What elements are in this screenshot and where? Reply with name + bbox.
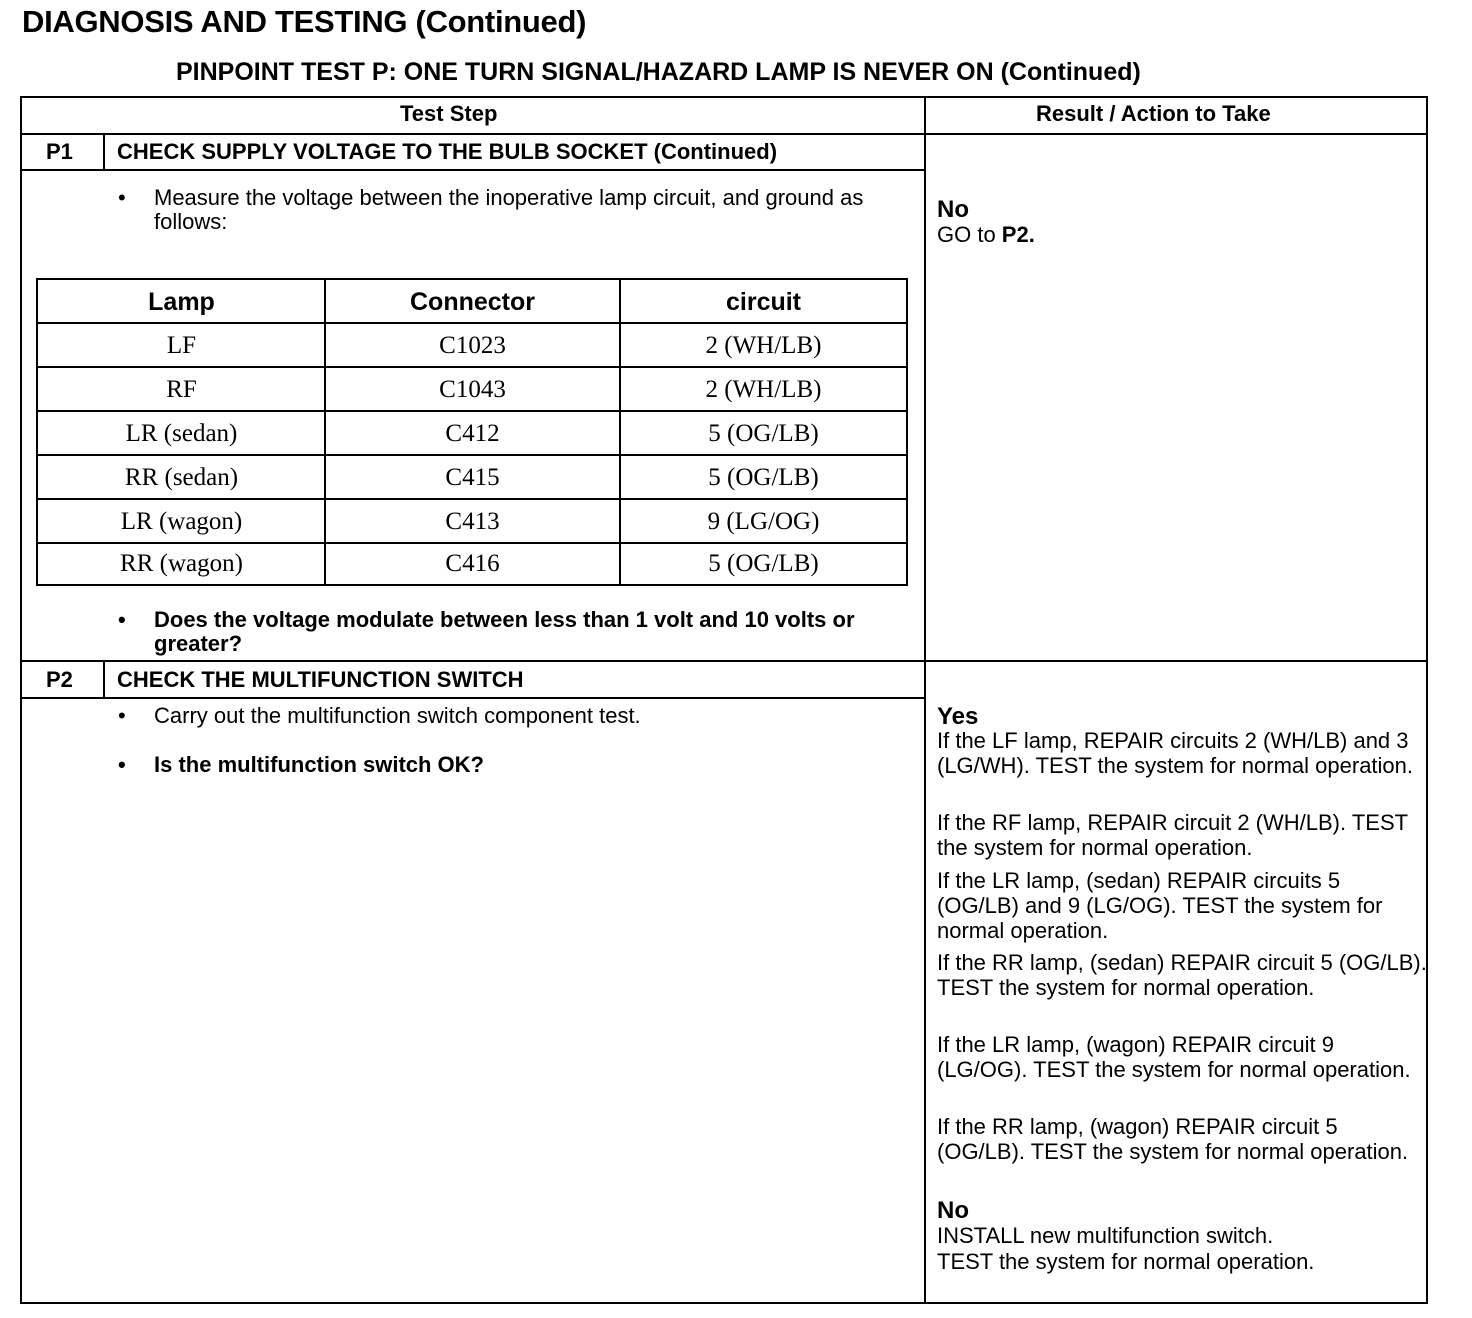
bullet-icon: • [118,185,126,210]
table-row [38,456,906,500]
p1-step-id: P1 [46,139,73,164]
circuit-cell: 2 (WH/LB) [705,332,822,359]
lamp-table-header-row [38,280,906,324]
p2-id-divider [103,660,105,699]
lamp-cell: RR (sedan) [124,464,239,491]
table-row [38,324,906,368]
connector-cell: C413 [445,508,500,535]
p1-result-no-label: No [937,196,969,223]
header-divider [20,133,1428,135]
p2-result-yes-label: Yes [937,703,979,730]
p2-result-yes-item: If the RF lamp, REPAIR circuit 2 (WH/LB). TEST the system for normal operation. [937,810,1408,860]
header-test-step: Test Step [400,101,498,126]
connector-cell: C1043 [439,376,506,403]
table-row [38,368,906,412]
p2-instruction [118,703,894,728]
lamp-cell: RR (wagon) [120,550,243,577]
p1-instruction [118,185,894,234]
p1-id-divider [103,133,105,171]
bullet-icon: • [118,752,126,777]
connector-cell: C415 [445,464,500,491]
lamp-cell: RF [166,376,197,403]
p1-result-no-text [937,222,1427,247]
p2-step-id: P2 [46,667,73,692]
connector-cell: C1023 [439,332,506,359]
p2-result-yes-item: If the LR lamp, (sedan) REPAIR circuits 5 (OG/LB) and 9 (LG/OG). TEST the system for normal operation. [937,868,1383,943]
table-row [38,542,906,586]
circuit-cell: 5 (OG/LB) [708,464,819,491]
lamp-cell: LF [166,332,197,359]
column-divider [924,96,926,1304]
p2-step-title: CHECK THE MULTIFUNCTION SWITCH [117,667,524,692]
table-border-bottom [20,1302,1428,1304]
table-row [38,412,906,456]
table-border-left [20,96,22,1304]
p2-instruction-text: Carry out the multifunction switch component test. [154,703,641,728]
p1-p2-divider [20,660,1428,662]
p2-result-no-line: TEST the system for normal operation. [937,1249,1315,1274]
table-border-top [20,96,1428,98]
p1-question [118,607,914,656]
p2-result-yes-item: If the LR lamp, (wagon) REPAIR circuit 9 (LG/OG). TEST the system for normal operation. [937,1032,1411,1082]
connector-cell: C416 [445,550,500,577]
p2-result-no-line: INSTALL new multifunction switch. [937,1223,1274,1248]
p2-question [118,752,894,777]
p1-instruction-text: Measure the voltage between the inoperative lamp circuit, and ground as follows: [154,185,864,234]
page-subtitle: PINPOINT TEST P: ONE TURN SIGNAL/HAZARD LAMP IS NEVER ON (Continued) [176,58,1141,86]
table-row [38,500,906,544]
p1-title-divider [20,169,926,171]
lamp-table-header-circuit: circuit [725,287,802,316]
circuit-cell: 5 (OG/LB) [708,550,819,577]
p1-result-no-target: P2. [1001,222,1035,247]
lamp-connector-table [36,278,908,586]
header-result: Result / Action to Take [1036,101,1271,126]
bullet-icon: • [118,703,126,728]
circuit-cell: 9 (LG/OG) [707,508,820,535]
page-title: DIAGNOSIS AND TESTING (Continued) [22,4,587,39]
p2-result-yes-item: If the RR lamp, (sedan) REPAIR circuit 5 (OG/LB). TEST the system for normal operation. [937,950,1427,1000]
lamp-table-header-lamp: Lamp [148,287,215,316]
p2-result-no-label: No [937,1197,969,1224]
p2-question-text: Is the multifunction switch OK? [154,752,484,777]
p2-title-divider [20,697,926,699]
circuit-cell: 5 (OG/LB) [708,420,819,447]
lamp-table-header-connector: Connector [410,287,535,316]
p1-step-title: CHECK SUPPLY VOLTAGE TO THE BULB SOCKET (Continued) [117,139,778,164]
connector-cell: C412 [445,420,500,447]
p2-result-yes-item: If the LF lamp, REPAIR circuits 2 (WH/LB) and 3 (LG/WH). TEST the system for normal operation. [937,728,1414,778]
p1-result-no-prefix: GO to [937,222,1002,247]
circuit-cell: 2 (WH/LB) [705,376,822,403]
p1-question-text: Does the voltage modulate between less than 1 volt and 10 volts or greater? [154,607,855,656]
p2-result-yes-item: If the RR lamp, (wagon) REPAIR circuit 5 (OG/LB). TEST the system for normal operation. [937,1114,1409,1164]
bullet-icon: • [118,607,126,632]
lamp-cell: LR (sedan) [125,420,238,447]
lamp-cell: LR (wagon) [120,508,243,535]
